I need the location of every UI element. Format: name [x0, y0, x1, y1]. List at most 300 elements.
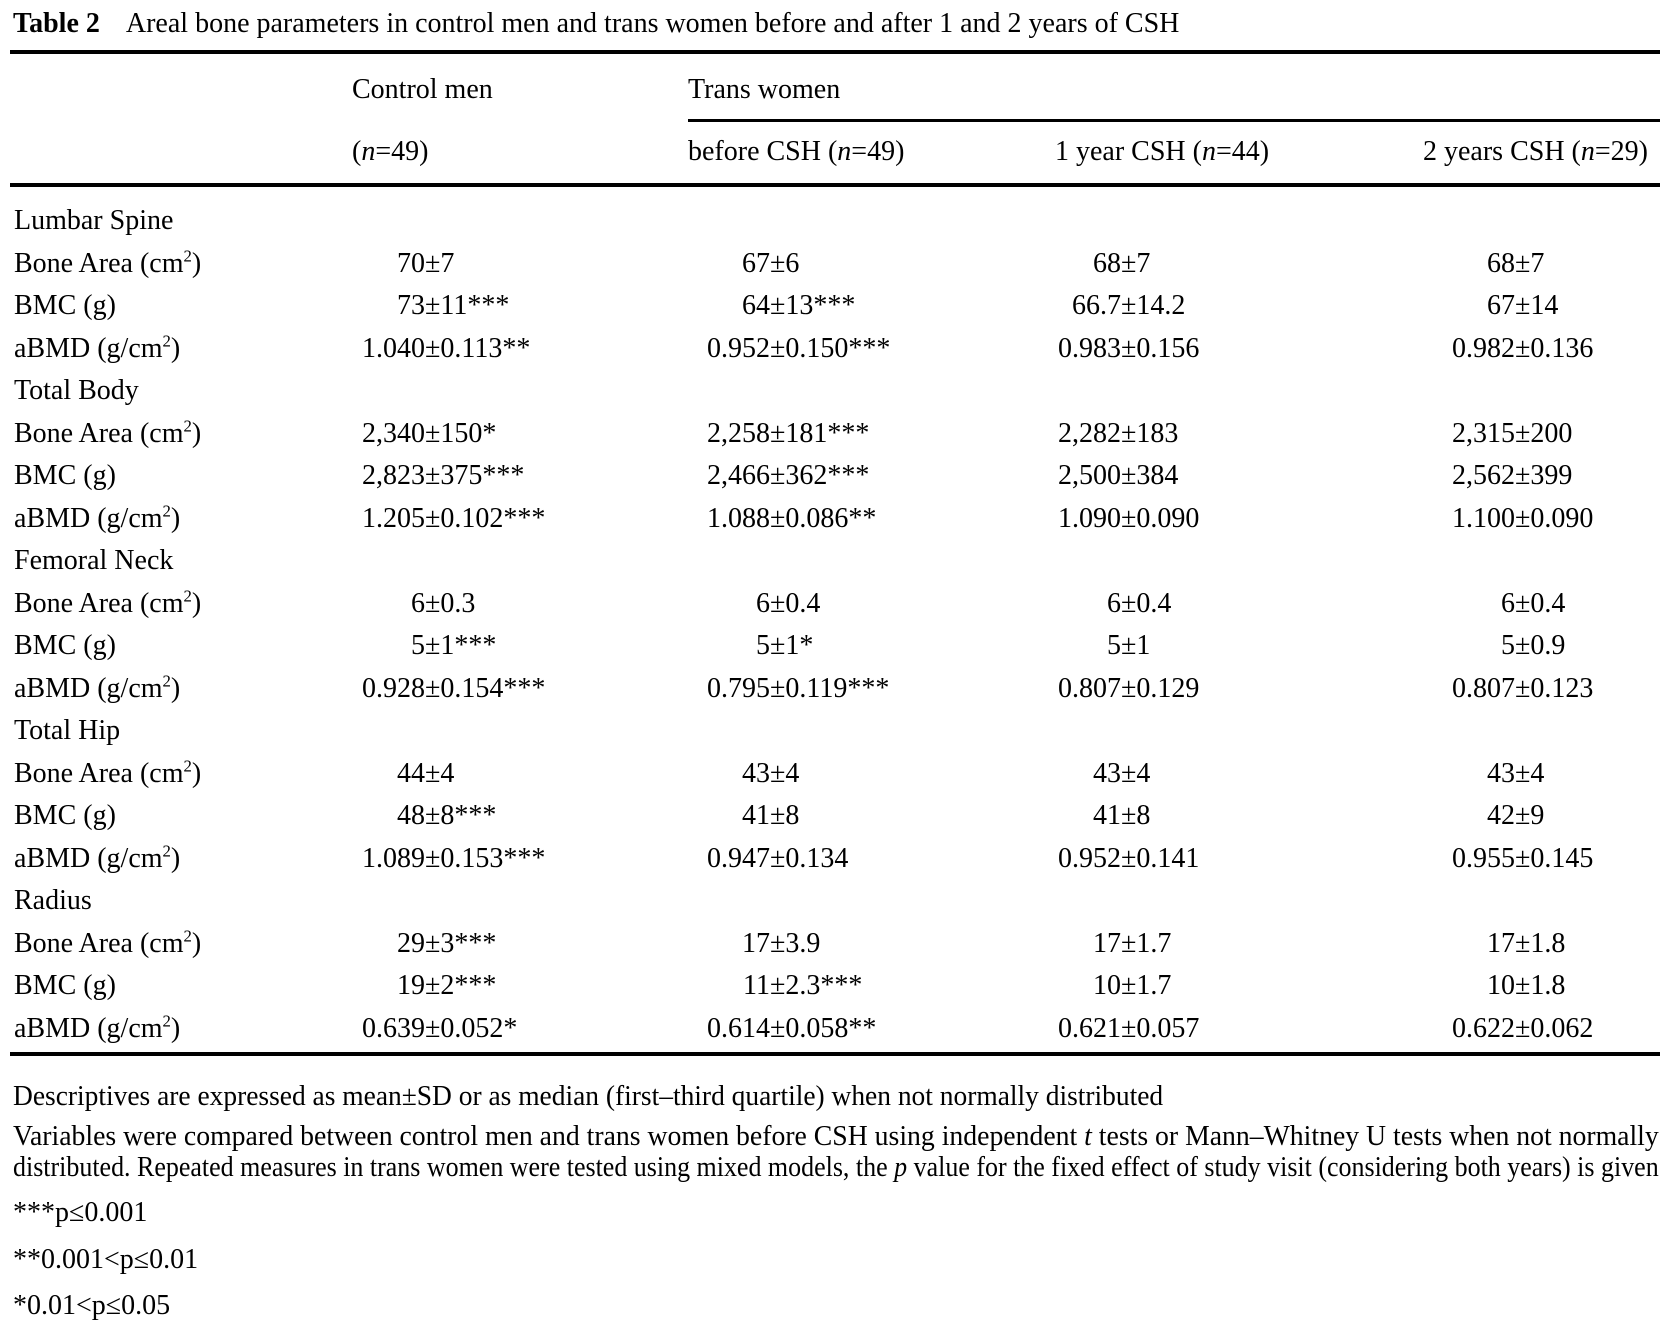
value-sd: 150* [440, 417, 497, 449]
plus-minus: ± [1121, 332, 1137, 364]
value-cell [1055, 1013, 1423, 1045]
superscript: 2 [183, 926, 192, 946]
section-header-row [14, 880, 1672, 923]
plus-minus: ± [1515, 417, 1531, 449]
value-mean: 0.947 [707, 842, 770, 874]
value-mean: 6 [411, 587, 425, 619]
superscript: 2 [183, 586, 192, 606]
section-header-row [14, 370, 1672, 413]
value-sd: 0.090 [1136, 502, 1200, 534]
t-statistic-italic: t [1084, 1121, 1092, 1152]
plus-minus: ± [770, 970, 786, 1002]
value-mean: 2,282 [1058, 417, 1121, 449]
plus-minus: ± [1515, 757, 1531, 789]
table-row [14, 583, 1672, 626]
value-sd: 0.9 [1530, 630, 1566, 662]
top-rule [10, 50, 1660, 54]
value-cell [352, 970, 688, 1002]
plus-minus: ± [1121, 247, 1137, 279]
plus-minus: ± [1121, 757, 1137, 789]
value-cell [1423, 588, 1672, 620]
subheader-text: before CSH ( [688, 136, 838, 167]
row-label: BMC (g) [14, 630, 116, 662]
section-label: Total Body [14, 375, 139, 407]
value-mean: 11 [743, 970, 770, 1002]
value-mean: 2,466 [707, 460, 770, 492]
plus-minus: ± [1121, 630, 1137, 662]
value-cell [1423, 418, 1672, 450]
value-sd: 3.9 [785, 927, 821, 959]
value-mean: 0.952 [707, 332, 770, 364]
value-mean: 2,315 [1452, 417, 1515, 449]
row-label: Bone Area $(cm^2)$ [14, 246, 202, 279]
value-cell [1423, 843, 1672, 875]
row-label: Bone Area $(cm^2)$ [14, 926, 202, 959]
superscript: 2 [183, 756, 192, 776]
value-cell [1423, 630, 1672, 662]
subheader-text: =49) [375, 136, 429, 167]
value-mean: 5 [411, 630, 425, 662]
value-mean: 1.100 [1452, 502, 1515, 534]
subheader-text: 2 years CSH ( [1423, 136, 1581, 167]
value-sd: 7 [1530, 247, 1545, 279]
value-sd: 0.113** [440, 332, 531, 364]
value-cell [688, 970, 1055, 1002]
plus-minus: ± [1515, 842, 1531, 874]
value-sd: 13*** [785, 290, 856, 322]
value-mean: 0.983 [1058, 332, 1121, 364]
value-mean: 43 [1487, 757, 1515, 789]
value-cell [1055, 460, 1423, 492]
value-mean: 0.795 [707, 672, 770, 704]
value-cell [688, 673, 1055, 705]
plus-minus: ± [1121, 842, 1137, 874]
plus-minus: ± [770, 630, 786, 662]
value-mean: 1.090 [1058, 502, 1121, 534]
value-cell [688, 630, 1055, 662]
row-label: aBMD $(g/cm^2)$ [14, 1011, 181, 1044]
value-sd: 1*** [440, 630, 497, 662]
trans-women-spanner-rule [688, 119, 1660, 122]
value-cell [688, 758, 1055, 790]
value-cell [1055, 843, 1423, 875]
superscript: 2 [183, 416, 192, 436]
value-cell [1423, 800, 1672, 832]
value-sd: 2.3*** [785, 970, 863, 1002]
trans-women-column-header: Trans women [688, 74, 841, 105]
plus-minus: ± [1515, 1012, 1531, 1044]
section-label: Radius [14, 885, 92, 917]
table-row [14, 625, 1672, 668]
row-label: BMC (g) [14, 800, 116, 832]
value-cell [352, 333, 688, 365]
plus-minus: ± [770, 460, 786, 492]
plus-minus: ± [770, 332, 786, 364]
value-cell [1423, 758, 1672, 790]
plus-minus: ± [425, 332, 441, 364]
value-sd: 362*** [785, 460, 870, 492]
value-sd: 14.2 [1136, 290, 1186, 322]
control-men-column-header: Control men [352, 74, 493, 105]
value-sd: 11*** [440, 290, 510, 322]
subheader-row [14, 136, 1672, 168]
value-mean: 17 [742, 927, 770, 959]
value-mean: 6 [1107, 587, 1121, 619]
value-sd: 0.150*** [785, 332, 891, 364]
plus-minus: ± [1121, 587, 1137, 619]
value-cell [1423, 290, 1672, 322]
plus-minus: ± [425, 970, 441, 1002]
value-cell [352, 588, 688, 620]
plus-minus: ± [1515, 630, 1531, 662]
plus-minus: ± [1515, 290, 1531, 322]
value-cell [688, 588, 1055, 620]
value-cell [1055, 503, 1423, 535]
n-variable: n [1201, 136, 1216, 167]
value-mean: 0.952 [1058, 842, 1121, 874]
plus-minus: ± [425, 757, 441, 789]
value-cell [352, 630, 688, 662]
footnote-sig-3stars: ***p≤0.001 [13, 1197, 148, 1228]
table-row [14, 498, 1672, 541]
plus-minus: ± [1515, 332, 1531, 364]
value-cell [1055, 248, 1423, 280]
table-row [14, 243, 1672, 286]
table-row [14, 455, 1672, 498]
value-cell [1055, 673, 1423, 705]
value-sd: 375*** [440, 460, 525, 492]
value-sd: 0.058** [785, 1012, 877, 1044]
value-cell [688, 503, 1055, 535]
column-group-header [0, 74, 1672, 114]
value-sd: 0.119*** [785, 672, 890, 704]
value-sd: 8 [785, 800, 800, 832]
row-label: Bone Area $(cm^2)$ [14, 416, 202, 449]
empty-stub-cell [14, 136, 352, 168]
value-mean: 1.205 [362, 502, 425, 534]
value-cell [1055, 290, 1423, 322]
subheader-2-years-csh [1423, 136, 1672, 168]
value-sd: 3*** [440, 927, 497, 959]
value-cell [352, 758, 688, 790]
plus-minus: ± [1121, 417, 1137, 449]
section-label: Lumbar Spine [14, 205, 174, 237]
value-sd: 181*** [785, 417, 870, 449]
plus-minus: ± [425, 417, 441, 449]
table-row [14, 795, 1672, 838]
value-sd: 0.090 [1530, 502, 1594, 534]
row-label: Bone Area $(cm^2)$ [14, 586, 202, 619]
value-cell [688, 418, 1055, 450]
value-mean: 0.807 [1058, 672, 1121, 704]
plus-minus: ± [1121, 800, 1137, 832]
footnote-text: distributed. Repeated measures in trans women were tested using mixed models, the [13, 1152, 895, 1183]
value-cell [352, 800, 688, 832]
value-cell [688, 333, 1055, 365]
plus-minus: ± [425, 800, 441, 832]
plus-minus: ± [1121, 290, 1137, 322]
value-cell [1423, 673, 1672, 705]
plus-minus: ± [425, 587, 441, 619]
plus-minus: ± [770, 290, 786, 322]
plus-minus: ± [425, 672, 441, 704]
value-cell [352, 503, 688, 535]
value-sd: 0.052* [440, 1012, 518, 1044]
row-label: BMC (g) [14, 460, 116, 492]
value-sd: 0.4 [1530, 587, 1566, 619]
footnote-text: Variables were compared between control men and trans women before CSH using independent [13, 1121, 1085, 1152]
value-cell [352, 928, 688, 960]
value-sd: 0.062 [1530, 1012, 1594, 1044]
value-sd: 0.136 [1530, 332, 1594, 364]
value-cell [688, 460, 1055, 492]
value-mean: 0.928 [362, 672, 425, 704]
footnote-methods-line2 [13, 1152, 1659, 1184]
value-mean: 6 [1501, 587, 1515, 619]
plus-minus: ± [1121, 672, 1137, 704]
value-mean: 68 [1093, 247, 1121, 279]
value-cell [352, 248, 688, 280]
table-body [14, 200, 1672, 1050]
value-mean: 42 [1487, 800, 1515, 832]
subheader-1-year-csh [1055, 136, 1423, 168]
value-cell [688, 928, 1055, 960]
n-variable: n [361, 136, 376, 167]
subheader-text: =49) [851, 136, 905, 167]
value-cell [1423, 460, 1672, 492]
n-variable: n [1580, 136, 1595, 167]
plus-minus: ± [1121, 927, 1137, 959]
p-value-italic: p [894, 1152, 908, 1183]
value-cell [688, 248, 1055, 280]
plus-minus: ± [770, 247, 786, 279]
footnote-sig-2stars: **0.001<p≤0.01 [13, 1244, 199, 1275]
plus-minus: ± [1515, 502, 1531, 534]
plus-minus: ± [770, 587, 786, 619]
subheader-text: =44) [1215, 136, 1270, 167]
value-sd: 0.153*** [440, 842, 546, 874]
value-cell [1055, 758, 1423, 790]
plus-minus: ± [425, 630, 441, 662]
value-mean: 0.614 [707, 1012, 770, 1044]
value-sd: 7 [1136, 247, 1151, 279]
value-mean: 66.7 [1072, 290, 1121, 322]
subheader-text: 1 year CSH ( [1055, 136, 1202, 167]
section-header-row [14, 200, 1672, 243]
value-cell [1423, 248, 1672, 280]
value-cell [352, 290, 688, 322]
superscript: 2 [162, 1011, 171, 1031]
value-mean: 44 [397, 757, 425, 789]
plus-minus: ± [770, 1012, 786, 1044]
value-sd: 0.129 [1136, 672, 1200, 704]
value-sd: 0.154*** [440, 672, 546, 704]
value-mean: 0.982 [1452, 332, 1515, 364]
table-row [14, 1008, 1672, 1051]
plus-minus: ± [770, 672, 786, 704]
value-sd: 1.7 [1136, 927, 1172, 959]
table-number: Table 2 [13, 8, 100, 39]
value-sd: 0.134 [785, 842, 849, 874]
value-mean: 0.807 [1452, 672, 1515, 704]
value-cell [1055, 800, 1423, 832]
value-sd: 0.102*** [440, 502, 546, 534]
table-row [14, 753, 1672, 796]
value-mean: 68 [1487, 247, 1515, 279]
section-header-row [14, 710, 1672, 753]
value-cell [688, 290, 1055, 322]
table-row [14, 413, 1672, 456]
value-sd: 8 [1136, 800, 1151, 832]
row-label: BMC (g) [14, 970, 116, 1002]
value-mean: 1.089 [362, 842, 425, 874]
plus-minus: ± [1121, 1012, 1137, 1044]
plus-minus: ± [1121, 460, 1137, 492]
value-cell [1055, 333, 1423, 365]
value-sd: 0.4 [1136, 587, 1172, 619]
plus-minus: ± [1515, 247, 1531, 279]
value-mean: 43 [742, 757, 770, 789]
value-sd: 2*** [440, 970, 497, 1002]
plus-minus: ± [770, 927, 786, 959]
header-rule [10, 183, 1660, 187]
footnote-text: tests or Mann–Whitney U tests when not normally [1091, 1121, 1659, 1152]
bottom-rule [10, 1052, 1660, 1056]
value-cell [352, 418, 688, 450]
value-cell [1423, 928, 1672, 960]
value-mean: 10 [1487, 970, 1515, 1002]
value-sd: 0.4 [785, 587, 821, 619]
value-sd: 1.8 [1530, 927, 1566, 959]
value-sd: 183 [1136, 417, 1179, 449]
value-cell [352, 460, 688, 492]
value-mean: 48 [397, 800, 425, 832]
plus-minus: ± [1515, 970, 1531, 1002]
superscript: 2 [162, 501, 171, 521]
superscript: 2 [162, 841, 171, 861]
value-cell [1055, 970, 1423, 1002]
value-mean: 67 [742, 247, 770, 279]
plus-minus: ± [425, 247, 441, 279]
value-mean: 43 [1093, 757, 1121, 789]
value-mean: 2,500 [1058, 460, 1121, 492]
plus-minus: ± [770, 800, 786, 832]
table-caption [13, 8, 1179, 40]
plus-minus: ± [1121, 970, 1137, 1002]
value-mean: 5 [756, 630, 770, 662]
value-sd: 0.145 [1530, 842, 1594, 874]
plus-minus: ± [770, 842, 786, 874]
value-mean: 64 [742, 290, 770, 322]
plus-minus: ± [1515, 460, 1531, 492]
value-cell [1423, 503, 1672, 535]
value-mean: 2,823 [362, 460, 425, 492]
value-mean: 17 [1487, 927, 1515, 959]
value-mean: 5 [1501, 630, 1515, 662]
row-label: Bone Area $(cm^2)$ [14, 756, 202, 789]
value-mean: 0.621 [1058, 1012, 1121, 1044]
value-mean: 1.088 [707, 502, 770, 534]
plus-minus: ± [1515, 800, 1531, 832]
n-variable: n [837, 136, 852, 167]
value-sd: 9 [1530, 800, 1545, 832]
value-sd: 14 [1530, 290, 1559, 322]
plus-minus: ± [770, 502, 786, 534]
value-mean: 6 [756, 587, 770, 619]
row-label: aBMD $(g/cm^2)$ [14, 841, 181, 874]
superscript: 2 [183, 246, 192, 266]
value-mean: 0.955 [1452, 842, 1515, 874]
value-sd: 1.8 [1530, 970, 1566, 1002]
plus-minus: ± [1515, 672, 1531, 704]
table-row [14, 838, 1672, 881]
value-mean: 10 [1093, 970, 1121, 1002]
value-sd: 8*** [440, 800, 497, 832]
plus-minus: ± [1515, 587, 1531, 619]
value-sd: 1* [785, 630, 814, 662]
subheader-text: =29) [1594, 136, 1648, 167]
table-row [14, 668, 1672, 711]
value-mean: 0.622 [1452, 1012, 1515, 1044]
plus-minus: ± [425, 927, 441, 959]
value-cell [1055, 928, 1423, 960]
value-sd: 1 [1136, 630, 1151, 662]
plus-minus: ± [425, 1012, 441, 1044]
row-label: aBMD $(g/cm^2)$ [14, 671, 181, 704]
value-mean: 2,562 [1452, 460, 1515, 492]
value-mean: 2,340 [362, 417, 425, 449]
value-sd: 0.123 [1530, 672, 1594, 704]
section-label: Femoral Neck [14, 545, 174, 577]
value-mean: 2,258 [707, 417, 770, 449]
value-cell [352, 1013, 688, 1045]
value-cell [1055, 630, 1423, 662]
value-mean: 67 [1487, 290, 1515, 322]
table-row [14, 285, 1672, 328]
value-cell [352, 673, 688, 705]
subheader-control-men-n [352, 136, 688, 168]
footnote-text: value for the fixed effect of study visit (considering both years) is given [907, 1152, 1659, 1183]
table-caption-text: Areal bone parameters in control men and trans women before and after 1 and 2 years of CSH [125, 8, 1180, 39]
value-sd: 6 [785, 247, 800, 279]
plus-minus: ± [770, 757, 786, 789]
table-row [14, 328, 1672, 371]
value-sd: 1.7 [1136, 970, 1172, 1002]
superscript: 2 [162, 671, 171, 691]
footnote-sig-1star: *0.01<p≤0.05 [13, 1290, 171, 1321]
table-row [14, 965, 1672, 1008]
value-mean: 1.040 [362, 332, 425, 364]
value-mean: 17 [1093, 927, 1121, 959]
value-mean: 29 [397, 927, 425, 959]
value-sd: 7 [440, 247, 455, 279]
superscript: 2 [162, 331, 171, 351]
subheader-before-csh [688, 136, 1055, 168]
value-mean: 0.639 [362, 1012, 425, 1044]
value-sd: 4 [440, 757, 455, 789]
row-label: BMC (g) [14, 290, 116, 322]
footnote-methods-line1 [13, 1121, 1659, 1153]
value-sd: 0.057 [1136, 1012, 1200, 1044]
row-label: aBMD $(g/cm^2)$ [14, 331, 181, 364]
plus-minus: ± [425, 460, 441, 492]
subheader-text: ( [352, 136, 362, 167]
plus-minus: ± [425, 502, 441, 534]
value-sd: 4 [1136, 757, 1151, 789]
value-cell [688, 1013, 1055, 1045]
value-cell [1423, 1013, 1672, 1045]
value-mean: 19 [397, 970, 425, 1002]
